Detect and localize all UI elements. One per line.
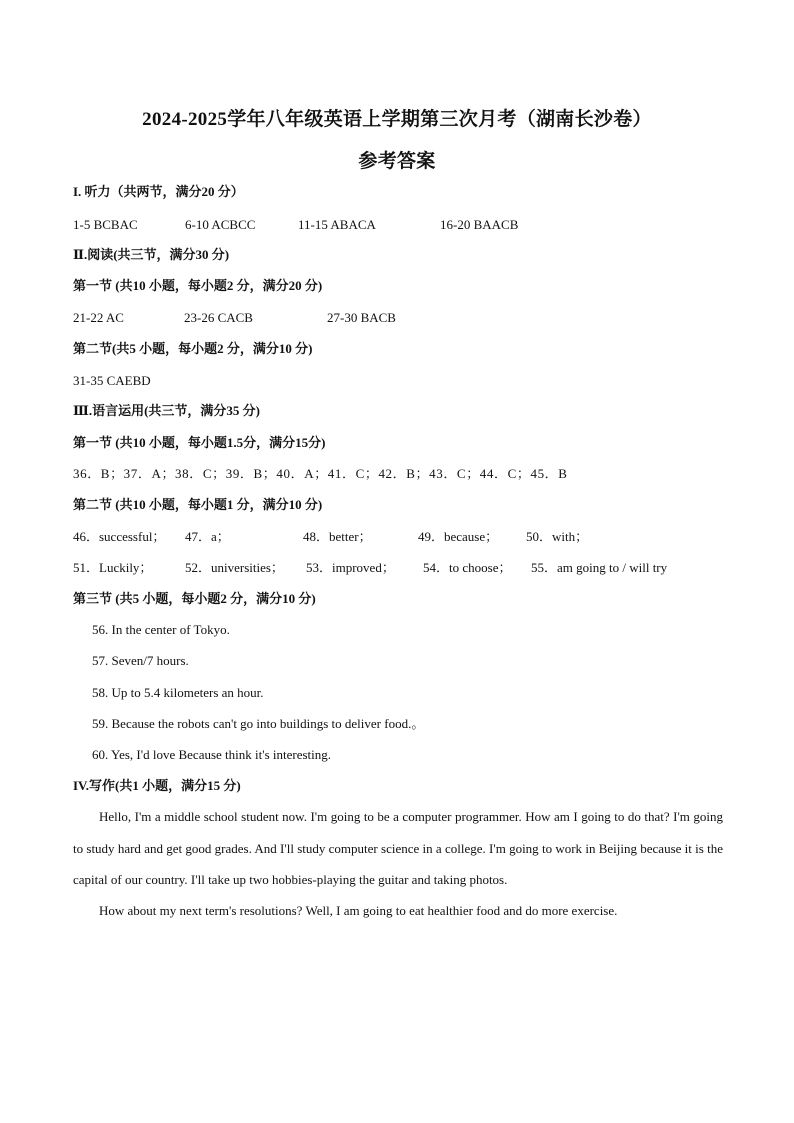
answer-group: 6-10 ACBCC	[185, 217, 256, 232]
answer-item: 46．successful；	[73, 529, 166, 544]
section-2-part-2-heading: 第二节(共5 小题，每小题2 分，满分10 分)	[73, 341, 313, 356]
answer-57: 57. Seven/7 hours.	[92, 653, 189, 668]
section-1-heading: I. 听力（共两节，满分20 分）	[73, 184, 244, 199]
answer-item: 53．improved；	[306, 560, 395, 575]
section-3-part-1-answers: 36．B；37．A；38．C；39．B；40．A；41．C；42．B；43．C；44．C；45．B	[73, 466, 568, 481]
answer-item: 54．to choose；	[423, 560, 512, 575]
answer-group: 21-22 AC	[73, 310, 124, 325]
answer-item: 50．with；	[526, 529, 589, 544]
answer-group: 1-5 BCBAC	[73, 217, 138, 232]
section-4-heading: IV.写作(共1 小题，满分15 分)	[73, 778, 241, 793]
answer-item: 48．better；	[303, 529, 372, 544]
section-3-part-1-heading: 第一节 (共10 小题，每小题1.5分，满分15分)	[73, 435, 326, 450]
answer-58: 58. Up to 5.4 kilometers an hour.	[92, 685, 264, 700]
answer-group: 23-26 CACB	[184, 310, 253, 325]
answer-item: 49．because；	[418, 529, 499, 544]
answer-60: 60. Yes, I'd love Because think it's interesting.	[92, 747, 332, 762]
writing-paragraph-2: How about my next term's resolutions? Well, I am going to eat healthier food and do more exercise.	[99, 903, 618, 918]
answer-item: 52．universities；	[185, 560, 284, 575]
answer-group: 11-15 ABACA	[298, 217, 376, 232]
answer-group: 16-20 BAACB	[440, 217, 519, 232]
page-subtitle: 参考答案	[358, 151, 436, 172]
section-2-heading: Ⅱ.阅读(共三节，满分30 分)	[73, 247, 230, 262]
answer-group: 27-30 BACB	[327, 310, 396, 325]
answer-59: 59. Because the robots can't go into buildings to deliver food.。	[92, 716, 425, 731]
section-2-part-1-heading: 第一节 (共10 小题，每小题2 分，满分20 分)	[73, 278, 323, 293]
section-2-part-2-answers: 31-35 CAEBD	[73, 373, 151, 388]
answer-item: 51．Luckily；	[73, 560, 153, 575]
page-title: 2024-2025学年八年级英语上学期第三次月考（湖南长沙卷）	[142, 109, 652, 130]
answer-56: 56. In the center of Tokyo.	[92, 622, 230, 637]
answer-item: 47．a；	[185, 529, 230, 544]
answer-item: 55．am going to / will try	[531, 560, 668, 575]
section-3-part-2-heading: 第二节 (共10 小题，每小题1 分，满分10 分)	[73, 497, 323, 512]
section-3-part-3-heading: 第三节 (共5 小题，每小题2 分，满分10 分)	[73, 591, 316, 606]
section-3-heading: Ⅲ.语言运用(共三节，满分35 分)	[73, 403, 260, 418]
writing-paragraph-1: Hello, I'm a middle school student now. I'm going to be a computer programmer. How am I going to do that? I'm going to study hard and get good grades. And I'll study computer science in a college. I'm going to work in Beijing because it is the capital of our country. I'll take up two hobbies-playing the guitar and taking photos.	[73, 809, 723, 887]
